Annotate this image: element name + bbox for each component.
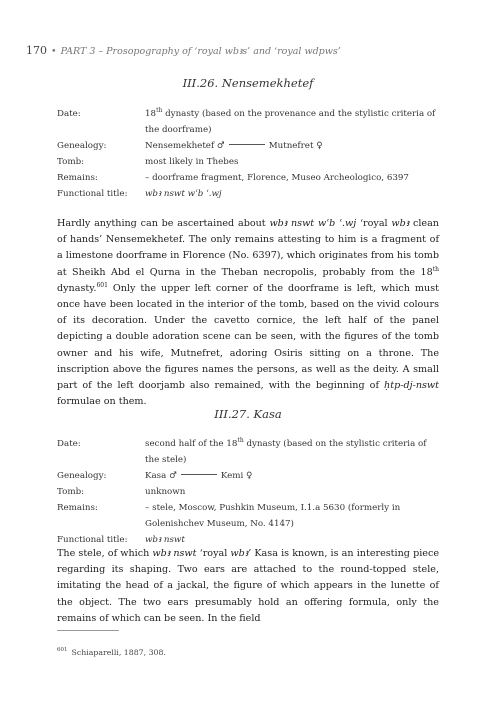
genealogy-person: Nensemekhetef ♂ bbox=[145, 141, 225, 151]
paragraph-nensemekhetef bbox=[57, 216, 439, 410]
footnote-divider bbox=[57, 630, 119, 631]
genealogy-partner: Mutnefret ♀ bbox=[268, 141, 323, 151]
functional-title-value: wbꜣ nswt wʿb ʿ.wj bbox=[145, 189, 222, 199]
date-label: Date: bbox=[57, 439, 81, 449]
genealogy-label: Genealogy: bbox=[57, 141, 107, 151]
paragraph-text: clean of hands’ Nensemekhetef. The only remains attesting to him is a fragment of a limestone doorframe in Florence (No. 6397), which originates from his tomb at Sheikh Abd el Qurna in the Theban necropolis, probably from the 18th dynasty.$^{601}$ Only the upper left corner of the doorframe is left, which must once have been located in the interior of the tomb, based on the vivid colours of its decoration. Under the cavetto cornice, the left half of the panel depicting a double adoration scene can be seen, with the figures of the tomb owner and his wife, Mutnefret, adoring Osiris sitting on a throne. The inscription above the figures names the persons, as well as the deity. A small part of the left doorjamb also remained, with the beginning of bbox=[57, 218, 439, 392]
section-title-nensemekhetef: III.26. Nensemekhetef bbox=[182, 76, 314, 90]
metadata-table-kasa bbox=[57, 436, 441, 548]
genealogy-label: Genealogy: bbox=[57, 471, 107, 481]
genealogy-value bbox=[145, 138, 441, 154]
functional-title-value: wbꜣ nswt bbox=[145, 535, 185, 545]
paragraph-text: Hardly anything can be ascertained about bbox=[57, 218, 270, 229]
remains-label: Remains: bbox=[57, 173, 98, 183]
transliteration: ḥtp-dj-nswt bbox=[384, 380, 439, 392]
genealogy-value bbox=[145, 468, 441, 484]
paragraph-text: ‘royal bbox=[356, 218, 392, 229]
transliteration: wbꜣ bbox=[230, 548, 249, 559]
date-value: 18th dynasty (based on the provenance and the stylistic criteria of the doorframe) bbox=[145, 107, 436, 135]
tomb-row bbox=[57, 484, 441, 500]
genealogy-person: Kasa ♂ bbox=[145, 471, 177, 481]
section-title-kasa: III.27. Kasa bbox=[214, 407, 282, 421]
marriage-line bbox=[181, 474, 217, 475]
date-value: second half of the 18th dynasty (based on the stylistic criteria of the stele) bbox=[145, 437, 427, 465]
genealogy-row bbox=[57, 138, 441, 154]
paragraph-text: ‘royal bbox=[196, 548, 231, 559]
page-number: 170 bbox=[26, 44, 47, 57]
tomb-label: Tomb: bbox=[57, 157, 85, 167]
genealogy-row bbox=[57, 468, 441, 484]
remains-value: – stele, Moscow, Pushkin Museum, I.1.a 5630 (formerly in Golenishchev Museum, No. 4147) bbox=[145, 503, 401, 529]
remains-row bbox=[57, 170, 441, 186]
remains-value: – doorframe fragment, Florence, Museo Archeologico, 6397 bbox=[145, 173, 409, 183]
genealogy-partner: Kemi ♀ bbox=[220, 471, 253, 481]
running-head-separator: • bbox=[51, 46, 57, 57]
remains-label: Remains: bbox=[57, 503, 98, 513]
running-head bbox=[26, 44, 341, 57]
transliteration: wbꜣ nswt bbox=[152, 548, 197, 559]
footnote-number: 601 bbox=[57, 647, 68, 654]
date-row bbox=[57, 436, 441, 468]
remains-row bbox=[57, 500, 441, 532]
date-label: Date: bbox=[57, 109, 81, 119]
functional-title-label: Functional title: bbox=[57, 189, 128, 199]
tomb-value: unknown bbox=[145, 487, 186, 497]
paragraph-text: The stele, of which bbox=[57, 548, 153, 559]
paragraph-text: formulae on them. bbox=[57, 396, 147, 408]
tomb-label: Tomb: bbox=[57, 487, 85, 497]
paragraph-text: ’ Kasa is known, is an interesting piece regarding its shaping. Two ears are attached to the round-topped stele, imitating the head of a jackal, the figure of which appears in the lunette of the object. The two ears presumably hold an offering formula, only the remains of which can be seen. In the field bbox=[57, 548, 440, 624]
metadata-table-nensemekhetef bbox=[57, 106, 441, 202]
paragraph-kasa bbox=[57, 546, 439, 627]
transliteration: wbꜣ bbox=[391, 218, 410, 229]
functional-title-row bbox=[57, 186, 441, 202]
marriage-line bbox=[229, 144, 265, 145]
tomb-value: most likely in Thebes bbox=[145, 157, 239, 167]
date-row bbox=[57, 106, 441, 138]
tomb-row bbox=[57, 154, 441, 170]
transliteration: wbꜣ nswt wʿb ʿ.wj bbox=[269, 218, 357, 229]
footnote bbox=[57, 648, 166, 657]
running-head-title: PART 3 – Prosopography of ‘royal wbꜣs’ and ‘royal wdpws’ bbox=[60, 46, 341, 57]
functional-title-label: Functional title: bbox=[57, 535, 128, 545]
footnote-text: Schiaparelli, 1887, 308. bbox=[71, 648, 166, 657]
